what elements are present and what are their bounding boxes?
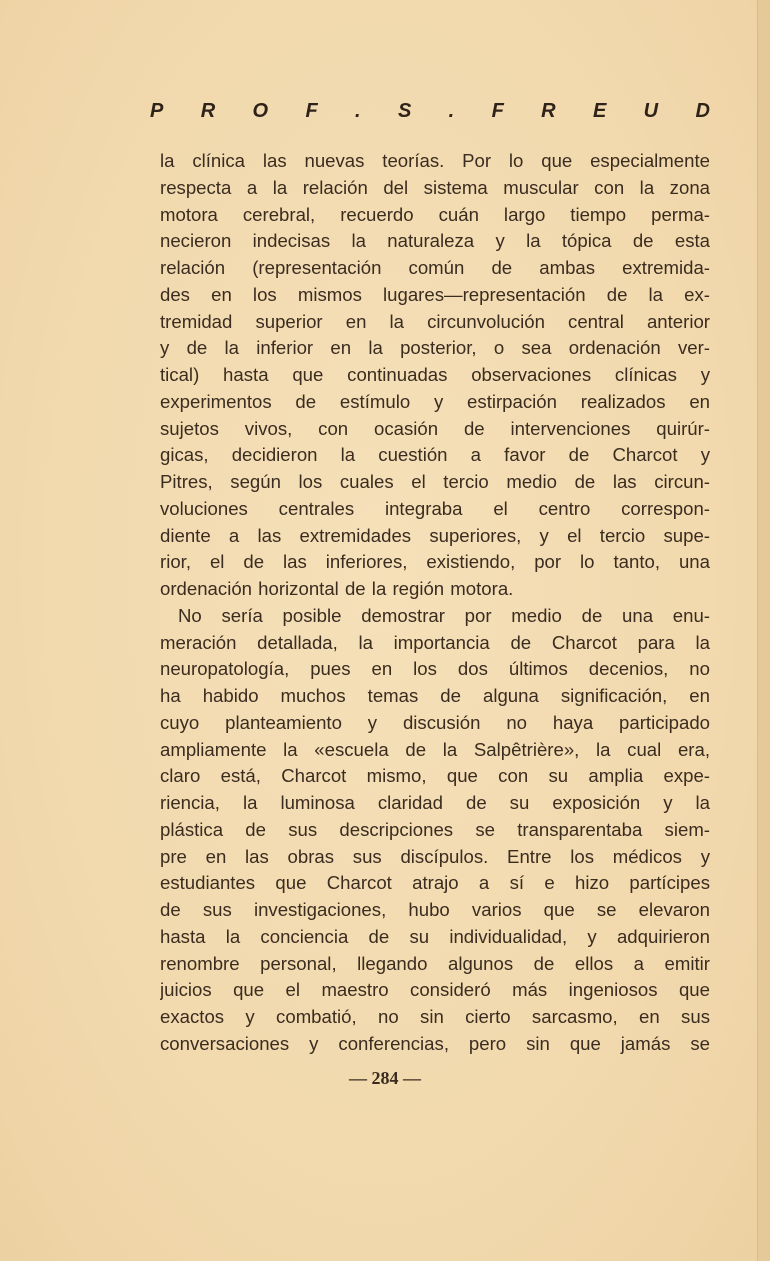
text-line: gicas, decidieron la cuestión a favor de Charcot y <box>160 444 710 466</box>
header-letter: D <box>695 100 710 122</box>
text-line: des en los mismos lugares—representación de la ex- <box>160 283 710 305</box>
text-line: exactos y combatió, no sin cierto sarcasmo, en sus <box>160 1006 710 1027</box>
text-line: ha habido muchos temas de alguna significación, en <box>160 685 710 706</box>
text-line: diente a las extremidades superiores, y el tercio supe- <box>160 524 710 546</box>
text-line: ordenación horizontal de la región motora. <box>160 578 514 599</box>
text-line: ampliamente la «escuela de la Salpêtrière», la cual era, <box>160 738 710 760</box>
text-line: la clínica las nuevas teorías. Por lo que especialmente <box>160 150 710 171</box>
text-line: y de la inferior en la posterior, o sea ordenación ver- <box>160 337 710 359</box>
text-line: motora cerebral, recuerdo cuán largo tiempo perma- <box>160 203 710 225</box>
text-line: hasta la conciencia de su individualidad, y adquirieron <box>160 925 710 947</box>
header-letter: R <box>541 100 556 122</box>
text-line: necieron indecisas la naturaleza y la tópica de esta <box>160 230 710 252</box>
text-line: cuyo planteamiento y discusión no haya participado <box>160 711 710 733</box>
text-line: No sería posible demostrar por medio de una enu- <box>178 604 710 626</box>
header-letter: P <box>150 100 164 122</box>
text-line: renombre personal, llegando algunos de ellos a emitir <box>160 952 710 974</box>
header-letter: R <box>200 100 216 122</box>
text-line: relación (representación común de ambas extremida- <box>160 257 710 278</box>
header-letter: . <box>448 100 455 122</box>
header-letter: O <box>252 100 269 122</box>
running-header <box>150 100 710 123</box>
header-letter: E <box>592 100 607 122</box>
text-line: experimentos de estímulo y estirpación realizados en <box>160 390 710 412</box>
text-line: voluciones centrales integraba el centro correspon- <box>160 497 710 519</box>
text-line: conversaciones y conferencias, pero sin que jamás se <box>160 1032 710 1054</box>
text-line: pre en las obras sus discípulos. Entre los médicos y <box>160 845 710 867</box>
header-letter: S <box>397 100 412 122</box>
text-line: Pitres, según los cuales el tercio medio de las circun- <box>160 471 710 492</box>
text-line: tical) hasta que continuadas observaciones clínicas y <box>160 364 710 385</box>
header-letter: U <box>643 100 659 122</box>
text-line: rior, el de las inferiores, existiendo, por lo tanto, una <box>160 551 710 573</box>
header-letter: F <box>305 100 318 122</box>
header-letter: . <box>355 100 361 122</box>
text-line: de sus investigaciones, hubo varios que se elevaron <box>160 899 710 920</box>
text-line: respecta a la relación del sistema muscular con la zona <box>160 176 710 198</box>
header-letter: F <box>491 100 504 122</box>
text-line: juicios que el maestro consideró más ingeniosos que <box>160 979 710 1001</box>
text-line: neuropatología, pues en los dos últimos decenios, no <box>160 658 710 680</box>
text-line: meración detallada, la importancia de Charcot para la <box>160 631 710 653</box>
body-text <box>160 148 710 1058</box>
page-number: — 284 — <box>349 1068 421 1088</box>
text-line: estudiantes que Charcot atrajo a sí e hizo partícipes <box>160 872 710 894</box>
text-line: plástica de sus descripciones se transparentaba siem- <box>160 818 710 840</box>
text-line: claro está, Charcot mismo, que con su amplia expe- <box>160 765 710 787</box>
text-line: tremidad superior en la circunvolución central anterior <box>160 310 710 332</box>
text-line: riencia, la luminosa claridad de su exposición y la <box>160 792 710 813</box>
text-line: sujetos vivos, con ocasión de intervenciones quirúr- <box>160 417 710 439</box>
